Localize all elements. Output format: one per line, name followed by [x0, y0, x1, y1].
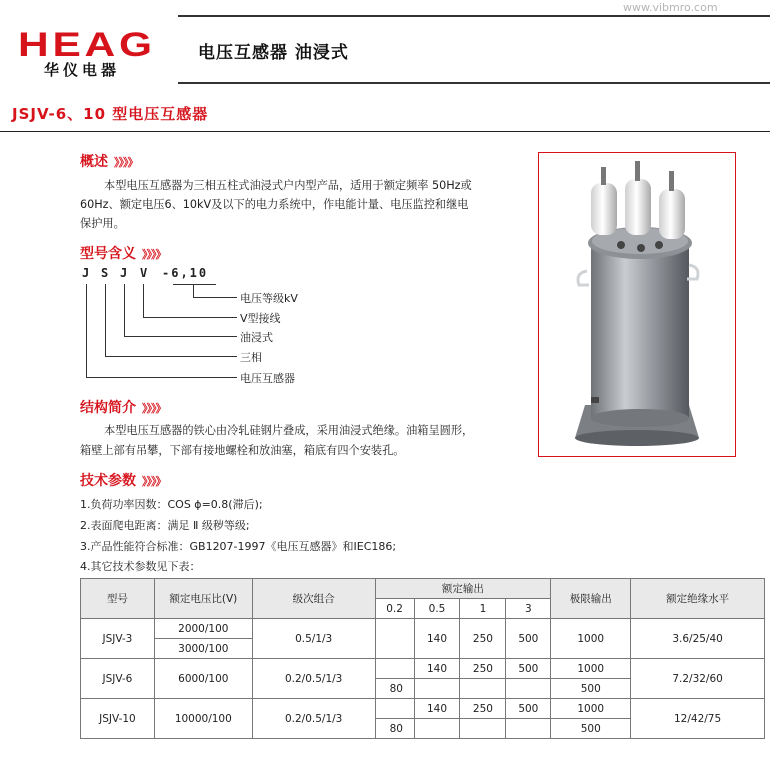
- th-class-3: 3: [506, 599, 551, 619]
- th-rated-output: 额定输出: [375, 579, 551, 599]
- transformer-illustration: [539, 153, 735, 456]
- code-char-j1: J: [82, 266, 90, 280]
- cell-o05: [414, 719, 460, 739]
- th-class-1: 1: [460, 599, 506, 619]
- cell-model: JSJV-10: [81, 699, 155, 739]
- spec-table: [80, 578, 765, 739]
- overview-arrows: 》》》》: [114, 156, 138, 169]
- cell-o3: 500: [506, 699, 551, 719]
- overview-line-2: 60Hz、额定电压6、10kV及以下的电力系统中，作电能计量、电压监控和继电: [80, 198, 469, 211]
- cell-o02: 80: [375, 719, 414, 739]
- cell-limit: 1000: [551, 659, 631, 679]
- cell-o02: 80: [375, 679, 414, 699]
- cell-o02: [375, 659, 414, 679]
- product-photo-frame: [538, 152, 736, 457]
- code-char-v: V: [140, 266, 148, 280]
- cell-ratio: 3000/100: [154, 639, 252, 659]
- cell-insulation: 12/42/75: [631, 699, 765, 739]
- overview-heading-text: 概述: [80, 154, 108, 170]
- cell-ratio: 10000/100: [154, 699, 252, 739]
- logo-chinese-name: 华仪电器: [44, 61, 121, 79]
- structure-heading: [80, 397, 166, 417]
- th-class-0-5: 0.5: [414, 599, 460, 619]
- th-class-0-2: 0.2: [375, 599, 414, 619]
- company-logo: [18, 28, 166, 78]
- cell-o3: [506, 719, 551, 739]
- cell-o3: 500: [506, 619, 551, 659]
- spec-item-1: 1.负荷功率因数：COS ϕ=0.8(滞后);: [80, 498, 263, 511]
- cell-limit: 1000: [551, 699, 631, 719]
- code-char-s: S: [101, 266, 109, 280]
- model-meaning-arrows: 》》》》: [142, 248, 166, 261]
- model-meaning-heading-text: 型号含义: [80, 246, 136, 262]
- cell-accuracy: 0.2/0.5/1/3: [252, 699, 375, 739]
- structure-line-2: 箱壁上部有吊攀，下部有接地螺栓和放油塞，箱底有四个安装孔。: [80, 444, 405, 457]
- title-divider: [0, 131, 770, 132]
- cell-o02: [375, 619, 414, 659]
- cell-o1: [460, 719, 506, 739]
- cell-model: JSJV-6: [81, 659, 155, 699]
- spec-item-2: 2.表面爬电距离：满足 Ⅱ 级秽等级;: [80, 519, 250, 532]
- tech-params-heading-text: 技术参数: [80, 473, 136, 489]
- structure-line-1: 本型电压互感器的铁心由冷轧硅钢片叠成，采用油浸式绝缘。油箱呈圆形，: [104, 424, 474, 437]
- model-label-voltage: 电压等级kV: [240, 292, 298, 305]
- cell-accuracy: 0.2/0.5/1/3: [252, 659, 375, 699]
- table-row: [81, 619, 765, 639]
- cell-limit: 500: [551, 679, 631, 699]
- spec-item-3: 3.产品性能符合标准：GB1207-1997《电压互感器》和IEC186;: [80, 540, 397, 553]
- table-row: [81, 659, 765, 679]
- header-top-rule: [178, 15, 770, 17]
- page-header-title: 电压互感器 油浸式: [198, 43, 349, 63]
- cell-o05: 140: [414, 659, 460, 679]
- cell-o1: 250: [460, 619, 506, 659]
- spec-item-4: 4.其它技术参数见下表：: [80, 560, 201, 573]
- cell-o05: 140: [414, 699, 460, 719]
- cell-insulation: 3.6/25/40: [631, 619, 765, 659]
- cell-o3: [506, 679, 551, 699]
- cell-limit: 1000: [551, 619, 631, 659]
- overview-heading: [80, 151, 138, 171]
- cell-model: JSJV-3: [81, 619, 155, 659]
- cell-o05: [414, 679, 460, 699]
- logo-wordmark: HEAG: [18, 26, 156, 64]
- product-title: JSJV-6、10 型电压互感器: [12, 105, 209, 123]
- model-meaning-heading: [80, 243, 166, 263]
- cell-ratio: 6000/100: [154, 659, 252, 699]
- th-accuracy: 级次组合: [252, 579, 375, 619]
- tech-params-arrows: 》》》》: [142, 475, 166, 488]
- cell-o05: 140: [414, 619, 460, 659]
- model-label-vconn: V型接线: [240, 312, 281, 325]
- code-voltage: -6,10: [162, 266, 209, 280]
- overview-line-3: 保护用。: [80, 217, 125, 230]
- cell-insulation: 7.2/32/60: [631, 659, 765, 699]
- th-model: 型号: [81, 579, 155, 619]
- th-insulation: 额定绝缘水平: [631, 579, 765, 619]
- cell-o1: 250: [460, 699, 506, 719]
- cell-o3: 500: [506, 659, 551, 679]
- th-ratio: 额定电压比(V): [154, 579, 252, 619]
- overview-line-1: 本型电压互感器为三相五柱式油浸式户内型产品，适用于额定频率 50Hz或: [104, 179, 472, 192]
- tech-params-heading: [80, 470, 166, 490]
- structure-heading-text: 结构简介: [80, 400, 136, 416]
- cell-o1: 250: [460, 659, 506, 679]
- th-limit-output: 极限输出: [551, 579, 631, 619]
- table-row: [81, 699, 765, 719]
- cell-ratio: 2000/100: [154, 619, 252, 639]
- cell-accuracy: 0.5/1/3: [252, 619, 375, 659]
- cell-limit: 500: [551, 719, 631, 739]
- watermark: www.vibmro.com: [623, 1, 718, 14]
- structure-arrows: 》》》》: [142, 402, 166, 415]
- model-label-vt: 电压互感器: [240, 372, 295, 385]
- header-bottom-rule: [178, 82, 770, 84]
- cell-o1: [460, 679, 506, 699]
- model-label-oil: 油浸式: [240, 331, 273, 344]
- model-label-threephase: 三相: [240, 351, 262, 364]
- code-char-j2: J: [120, 266, 128, 280]
- cell-o02: [375, 699, 414, 719]
